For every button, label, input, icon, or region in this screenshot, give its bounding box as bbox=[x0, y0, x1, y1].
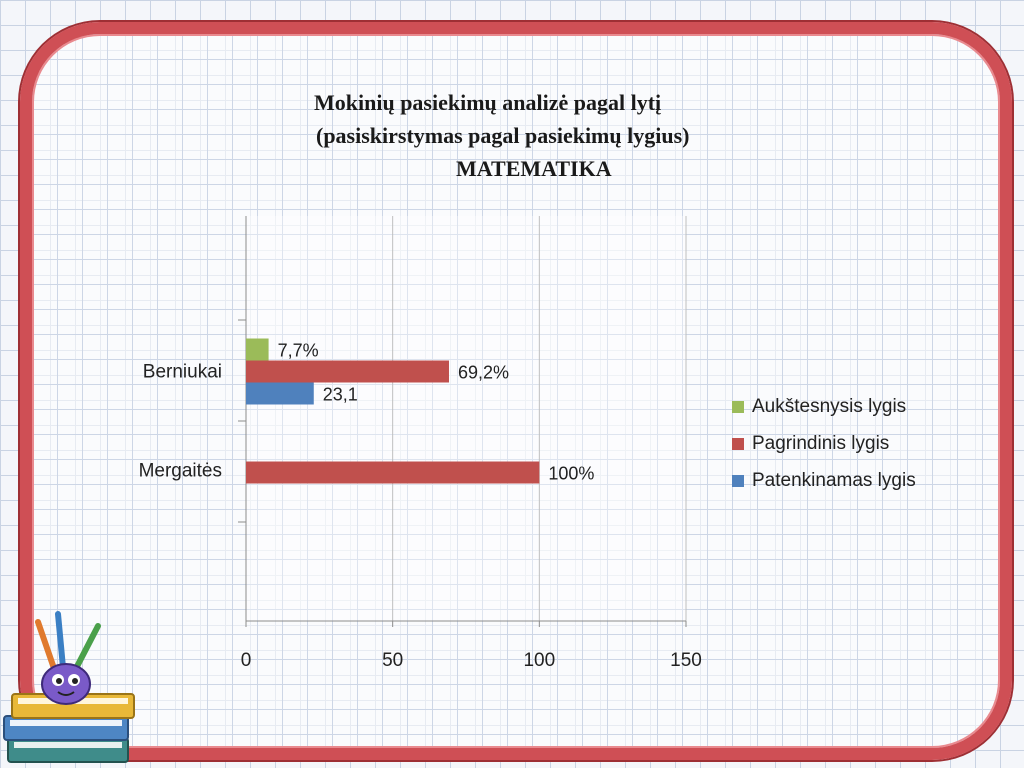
bar-berniukai-aukstesnysis-lygis bbox=[246, 339, 269, 361]
bar-mergaites-pagrindinis-lygis bbox=[246, 462, 539, 484]
bar-berniukai-pagrindinis-lygis bbox=[246, 361, 449, 383]
data-label-berniukai-patenkinamas-lygis: 23,1 bbox=[322, 384, 358, 405]
legend-swatch-aukstesnysis bbox=[732, 401, 744, 413]
title-line-3: MATEMATIKA bbox=[456, 156, 612, 181]
legend-label-pagrindinis: Pagrindinis lygis bbox=[752, 432, 890, 454]
category-label-mergaites: Mergaitės bbox=[138, 460, 222, 482]
x-tick-label-0: 0 bbox=[240, 650, 252, 671]
plot-area bbox=[246, 216, 686, 621]
bar-berniukai-patenkinamas-lygis bbox=[246, 383, 314, 405]
x-tick-label-50: 50 bbox=[382, 650, 404, 671]
legend-item-aukstesnysis bbox=[732, 388, 916, 425]
legend-label-aukstesnysis: Aukštesnysis lygis bbox=[752, 395, 907, 417]
legend-swatch-pagrindinis bbox=[732, 438, 744, 450]
legend-item-patenkinamas bbox=[732, 462, 916, 499]
x-tick-label-100: 100 bbox=[523, 650, 556, 671]
legend-swatch-patenkinamas bbox=[732, 475, 744, 487]
data-label-berniukai-aukstesnysis-lygis: 7,7% bbox=[277, 340, 319, 361]
data-label-mergaites-pagrindinis-lygis: 100% bbox=[548, 463, 595, 484]
legend bbox=[732, 388, 916, 499]
books-mascot-illustration bbox=[0, 610, 150, 768]
legend-item-pagrindinis bbox=[732, 425, 916, 462]
x-tick-label-150: 150 bbox=[670, 650, 702, 671]
data-label-berniukai-pagrindinis-lygis: 69,2% bbox=[457, 362, 510, 383]
title-line-1: Mokinių pasiekimų analizė pagal lytį bbox=[314, 90, 662, 115]
legend-label-patenkinamas: Patenkinamas lygis bbox=[752, 469, 916, 491]
category-label-berniukai: Berniukai bbox=[142, 361, 222, 383]
title-line-2: (pasiskirstymas pagal pasiekimų lygius) bbox=[316, 123, 690, 148]
